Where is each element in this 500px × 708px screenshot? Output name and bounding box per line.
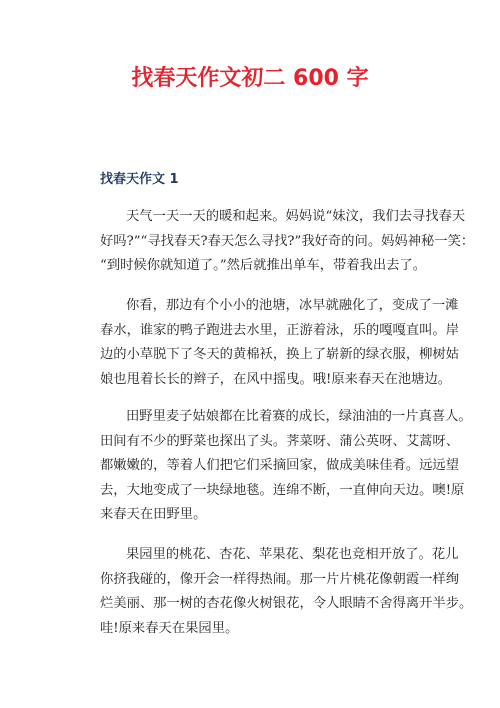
paragraph-line: 田野里麦子姑娘都在比着赛的成长，绿油油的一片真喜人。: [126, 409, 472, 424]
paragraph-line: 天气一天一天的暖和起来。妈妈说“妹汶，我们去寻找春天: [126, 209, 466, 224]
paragraph-line: 烂美丽、那一树的杏花像火树银花，令人眼睛不舍得离开半步。: [100, 596, 473, 611]
document-title: 找春天作文初二 600 字: [131, 66, 369, 91]
paragraph-line: 都嫩嫩的，等着人们把它们采摘回家，做成美味佳肴。远远望: [100, 458, 460, 473]
paragraph-3: [100, 405, 472, 528]
paragraph-line: 来春天在田野里。: [100, 507, 207, 522]
paragraph-4: [100, 543, 473, 641]
paragraph-2: [100, 294, 460, 392]
paragraph-line: 你挤我碰的，像开会一样得热闹。那一片片桃花像朝霞一样绚: [100, 571, 460, 587]
paragraph-line: 娘也甩着长长的辫子，在风中摇曳。哦!原来春天在池塘边。: [100, 371, 452, 387]
paragraph-line: 哇!原来春天在果园里。: [100, 620, 239, 636]
paragraph-line: 边的小草脱下了冬天的黄棉袄，换上了崭新的绿衣服，柳树姑: [100, 347, 460, 362]
paragraph-line: 好吗?”“寻找春天?春天怎么寻找?”我好奇的问。妈妈神秘一笑：: [100, 233, 475, 249]
paragraph-line: “到时候你就知道了。”然后就推出单车，带着我出去了。: [100, 258, 427, 273]
paragraph-1: [100, 205, 475, 279]
paragraph-line: 春水，谁家的鸭子跑进去水里，正游着泳，乐的嘎嘎直叫。岸: [100, 322, 460, 338]
paragraph-line: 去，大地变成了一块绿地毯。连绵不断，一直伸向天边。噢!原: [100, 482, 465, 498]
paragraph-line: 果园里的桃花、杏花、苹果花、梨花也竞相开放了。花儿: [126, 547, 459, 562]
paragraph-line: 你看，那边有个小小的池塘，冰早就融化了，变成了一滩: [126, 298, 459, 313]
section-heading: 找春天作文 1: [100, 172, 179, 187]
paragraph-line: 田间有不少的野菜也探出了头。荠菜呀、蒲公英呀、艾蒿呀、: [100, 433, 460, 449]
